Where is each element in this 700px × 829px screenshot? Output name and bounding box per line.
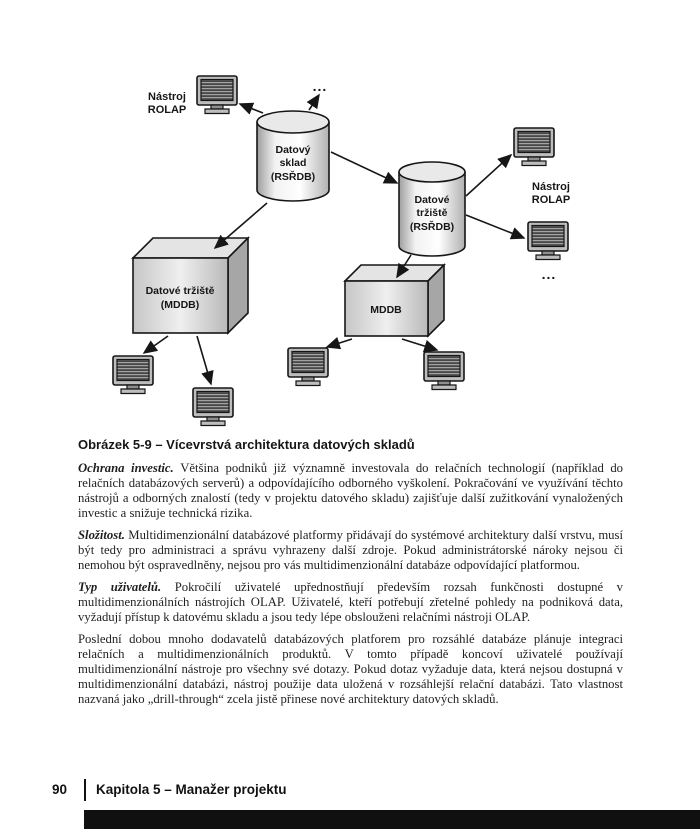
footer-divider <box>84 779 86 801</box>
rolap-tool-right-label-line1: Nástroj <box>532 181 570 193</box>
data-mart-mddb-box <box>133 238 248 333</box>
page-footer <box>0 779 700 803</box>
ellipsis-top: ... <box>312 78 328 94</box>
mddb-box <box>345 265 444 336</box>
paragraph-investment-protection <box>78 461 623 521</box>
client-monitor <box>113 356 153 394</box>
rolap-tool-label-line2: ROLAP <box>147 104 187 116</box>
data-mart-rsrdb-cylinder <box>399 162 465 256</box>
rolap-tool-label-line1: Nástroj <box>148 91 186 103</box>
paragraph-lead: Složitost. <box>78 528 125 542</box>
paragraph-text: Většina podniků již významně investovala do relačních technologií (například do relačních databázových serverů) a odpovídajícího odborného vyškolení. Pokračování ve využívání těchto nástrojů a odborných znalostí (tedy v projektu datového skladu) zajišťuje další zužitkování vynaložených investic a snižuje technická rizika. <box>78 461 624 520</box>
footer-bar <box>84 810 700 829</box>
chapter-title: Kapitola 5 – Manažer projektu <box>96 782 287 797</box>
warehouse-label-line1: Datový <box>275 144 311 156</box>
data-warehouse-cylinder <box>257 111 329 201</box>
ellipsis-right: ... <box>541 266 557 282</box>
mart-rsrdb-label-line3: (RSŘDB) <box>409 221 455 233</box>
paragraph-lead: Ochrana investic. <box>78 461 174 475</box>
paragraph-text: Poslední dobou mnoho dodavatelů databázových platforem pro rozsáhlé databáze plánuje integraci relačních a multidimenzionálních produktů. V tomto případě koncoví uživatelé používají multidimenzionální nástroje pro všechny své dotazy. Pokud dotaz vyžaduje data, která nejsou dostupná v multidimenzionální databázi, nástroj použije data uložená v rozsáhlejší relační databázi. Tato vlastnost nazvaná jako „drill-through“ zcela jistě přinese nové architektury datových skladů. <box>78 632 623 706</box>
rolap-tool-right-label-line2: ROLAP <box>531 194 571 206</box>
figure-caption-text: – Vícevrstvá architektura datových skladů <box>155 437 415 452</box>
paragraph-drill-through <box>78 632 623 707</box>
warehouse-label-line2: sklad <box>279 157 307 169</box>
client-monitor <box>424 352 464 390</box>
figure-caption <box>78 437 623 452</box>
mart-mddb-label-line1: Datové tržiště <box>145 285 215 297</box>
warehouse-label-line3: (RSŘDB) <box>270 171 316 183</box>
paragraph-text: Multidimenzionální databázové platformy přidávají do systémové architektury další vrstvu, musí být tedy pro administraci a správu vyhrazeny další zdroje. Pokud administrátorské nároky nejsou či nemohou být ospravedlněny, nejsou pro vás multidimenzionální databáze odpovídající platformou. <box>78 528 623 572</box>
mart-mddb-label-line2: (MDDB) <box>160 299 200 311</box>
page-number: 90 <box>52 782 68 797</box>
mart-rsrdb-label-line2: tržiště <box>416 207 448 219</box>
figure-caption-label: Obrázek 5-9 <box>78 437 152 452</box>
rolap-client-monitor <box>528 222 568 260</box>
paragraph-user-type <box>78 580 623 625</box>
client-monitor <box>193 388 233 426</box>
mart-rsrdb-label-line1: Datové <box>414 194 450 206</box>
paragraph-complexity <box>78 528 623 573</box>
rolap-client-monitor <box>514 128 554 166</box>
paragraph-lead: Typ uživatelů. <box>78 580 162 594</box>
paragraph-text: Pokročilí uživatelé upřednostňují především rozsah funkčnosti dostupné v multidimenzionálních nástrojích OLAP. Uživatelé, kteří potřebují zřetelné pohledy na podniková data, vyžadují přístup k datovému skladu a jsou tedy lépe obslouženi relačními nástroji OLAP. <box>78 580 623 624</box>
body-text <box>78 461 623 714</box>
mddb-label: MDDB <box>370 304 402 316</box>
rolap-client-monitor <box>197 76 237 114</box>
client-monitor <box>288 348 328 386</box>
